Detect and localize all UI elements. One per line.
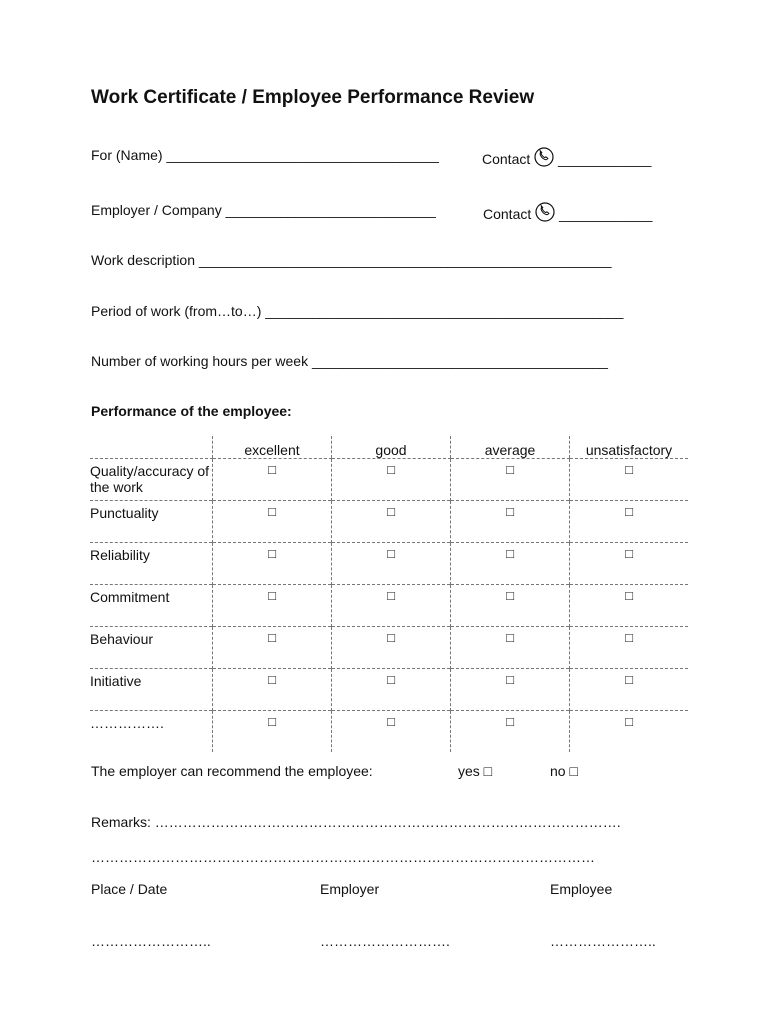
checkbox[interactable]: □ xyxy=(268,588,276,603)
checkbox[interactable]: □ xyxy=(625,504,633,519)
contact-field[interactable] xyxy=(482,147,651,167)
table-row xyxy=(90,669,688,711)
corner-cell xyxy=(90,436,213,459)
checkbox[interactable]: □ xyxy=(625,546,633,561)
checkbox[interactable]: □ xyxy=(268,504,276,519)
table-row xyxy=(90,585,688,627)
checkbox[interactable]: □ xyxy=(506,714,514,729)
checkbox[interactable]: □ xyxy=(387,714,395,729)
checkbox[interactable]: □ xyxy=(387,630,395,645)
employer-field[interactable]: Employer / Company ___________________________ xyxy=(91,202,436,218)
place-date-label: Place / Date xyxy=(91,881,168,897)
place-date-line[interactable]: …………………….. xyxy=(91,933,211,949)
checkbox[interactable]: □ xyxy=(387,504,395,519)
col-excellent: excellent xyxy=(213,436,332,459)
checkbox[interactable]: □ xyxy=(506,588,514,603)
table-row xyxy=(90,459,688,501)
checkbox[interactable]: □ xyxy=(506,672,514,687)
checkbox[interactable]: □ xyxy=(625,672,633,687)
employer-signature-label: Employer xyxy=(320,881,380,897)
contact2-label: Contact xyxy=(483,206,532,222)
row-label-quality: Quality/accuracy of the work xyxy=(90,463,210,495)
row-label-other: ……………. xyxy=(90,715,164,731)
recommend-yes-checkbox[interactable]: yes □ xyxy=(458,763,493,779)
checkbox[interactable]: □ xyxy=(506,504,514,519)
checkbox[interactable]: □ xyxy=(268,714,276,729)
checkbox[interactable]: □ xyxy=(506,630,514,645)
work-description-field[interactable]: Work description _____________________________________________________ xyxy=(91,252,612,268)
checkbox[interactable]: □ xyxy=(506,462,514,477)
recommend-no-checkbox[interactable]: no □ xyxy=(550,763,578,779)
phone-icon xyxy=(534,151,558,167)
contact2-line: ____________ xyxy=(559,206,653,222)
page-title: Work Certificate / Employee Performance Review xyxy=(91,87,535,108)
phone-icon xyxy=(535,206,559,222)
contact-line: ____________ xyxy=(558,151,652,167)
checkbox[interactable]: □ xyxy=(506,546,514,561)
checkbox[interactable]: □ xyxy=(268,462,276,477)
checkbox[interactable]: □ xyxy=(625,714,633,729)
employee-signature-label: Employee xyxy=(550,881,613,897)
table-row xyxy=(90,543,688,585)
employer-signature-line[interactable]: ………………………. xyxy=(320,933,450,949)
row-label-initiative: Initiative xyxy=(90,673,142,689)
checkbox[interactable]: □ xyxy=(268,546,276,561)
checkbox[interactable]: □ xyxy=(268,672,276,687)
row-label-punctuality: Punctuality xyxy=(90,505,159,521)
checkbox[interactable]: □ xyxy=(625,462,633,477)
contact-label: Contact xyxy=(482,151,531,167)
checkbox[interactable]: □ xyxy=(625,588,633,603)
recommend-label: The employer can recommend the employee: xyxy=(91,763,373,779)
period-field[interactable]: Period of work (from…to…) ______________________________________________ xyxy=(91,303,624,319)
performance-heading: Performance of the employee: xyxy=(91,403,292,419)
checkbox[interactable]: □ xyxy=(387,588,395,603)
checkbox[interactable]: □ xyxy=(387,462,395,477)
name-field[interactable]: For (Name) ___________________________________ xyxy=(91,147,439,163)
table-row xyxy=(90,627,688,669)
row-label-commitment: Commitment xyxy=(90,589,170,605)
performance-table xyxy=(90,436,688,752)
row-label-reliability: Reliability xyxy=(90,547,150,563)
remarks-line-2[interactable]: ……………………………………………………………………………………………… xyxy=(91,849,595,865)
table-row xyxy=(90,711,688,753)
col-unsatisfactory: unsatisfactory xyxy=(570,436,689,459)
row-label-behaviour: Behaviour xyxy=(90,631,154,647)
hours-field[interactable]: Number of working hours per week ______________________________________ xyxy=(91,353,608,369)
checkbox[interactable]: □ xyxy=(625,630,633,645)
contact2-field[interactable] xyxy=(483,202,652,222)
employee-signature-line[interactable]: ………………….. xyxy=(550,933,656,949)
col-good: good xyxy=(332,436,451,459)
checkbox[interactable]: □ xyxy=(387,672,395,687)
checkbox[interactable]: □ xyxy=(268,630,276,645)
checkbox[interactable]: □ xyxy=(387,546,395,561)
table-row xyxy=(90,501,688,543)
remarks-field[interactable]: Remarks: ………………………………………………………………………………………. xyxy=(91,814,621,830)
col-average: average xyxy=(451,436,570,459)
